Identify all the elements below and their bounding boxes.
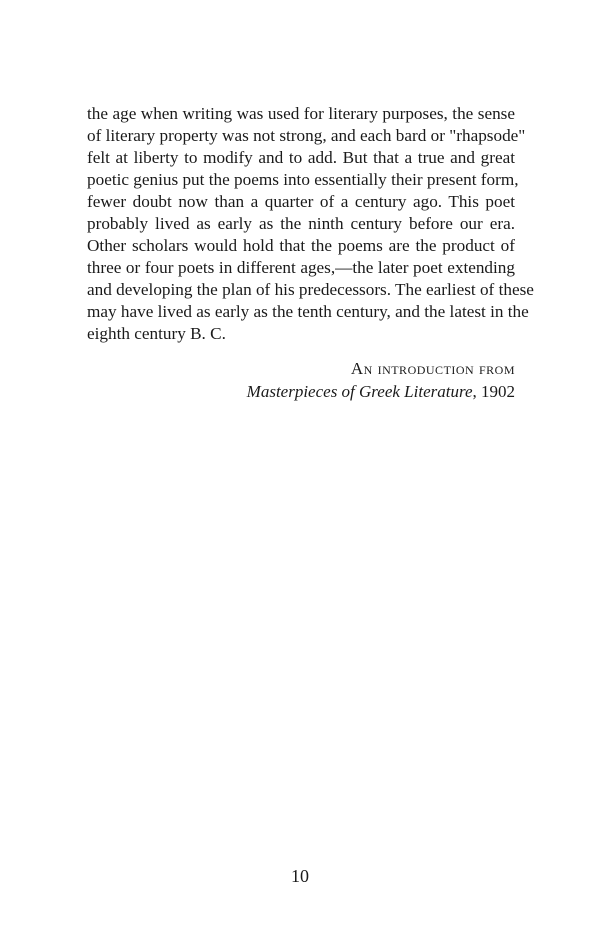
text-line: poetic genius put the poems into essentially their present form, <box>87 170 519 189</box>
text-line: of literary property was not strong, and each bard or "rhapsode" <box>87 126 526 145</box>
text-line: Other scholars would hold that the poems are the product of <box>87 236 515 255</box>
attribution-intro: An introduction from <box>350 359 515 378</box>
text-line: probably lived as early as the ninth century before our era. <box>87 214 515 233</box>
text-line: the age when writing was used for literary purposes, the sense <box>87 104 515 123</box>
source-attribution <box>247 357 515 403</box>
attribution-source <box>247 380 515 403</box>
text-line: and developing the plan of his predecessors. The earliest of these <box>87 280 534 299</box>
publication-year: , 1902 <box>472 382 515 401</box>
body-paragraph <box>87 103 534 345</box>
text-line: eighth century B. C. <box>87 324 226 343</box>
text-line: may have lived as early as the tenth century, and the latest in the <box>87 302 529 321</box>
text-line: fewer doubt now than a quarter of a century ago. This poet <box>87 192 515 211</box>
text-line: three or four poets in different ages,—the later poet extending <box>87 258 515 277</box>
text-line: felt at liberty to modify and to add. But that a true and great <box>87 148 515 167</box>
page-number: 10 <box>291 866 309 886</box>
book-title: Masterpieces of Greek Literature <box>246 382 473 401</box>
